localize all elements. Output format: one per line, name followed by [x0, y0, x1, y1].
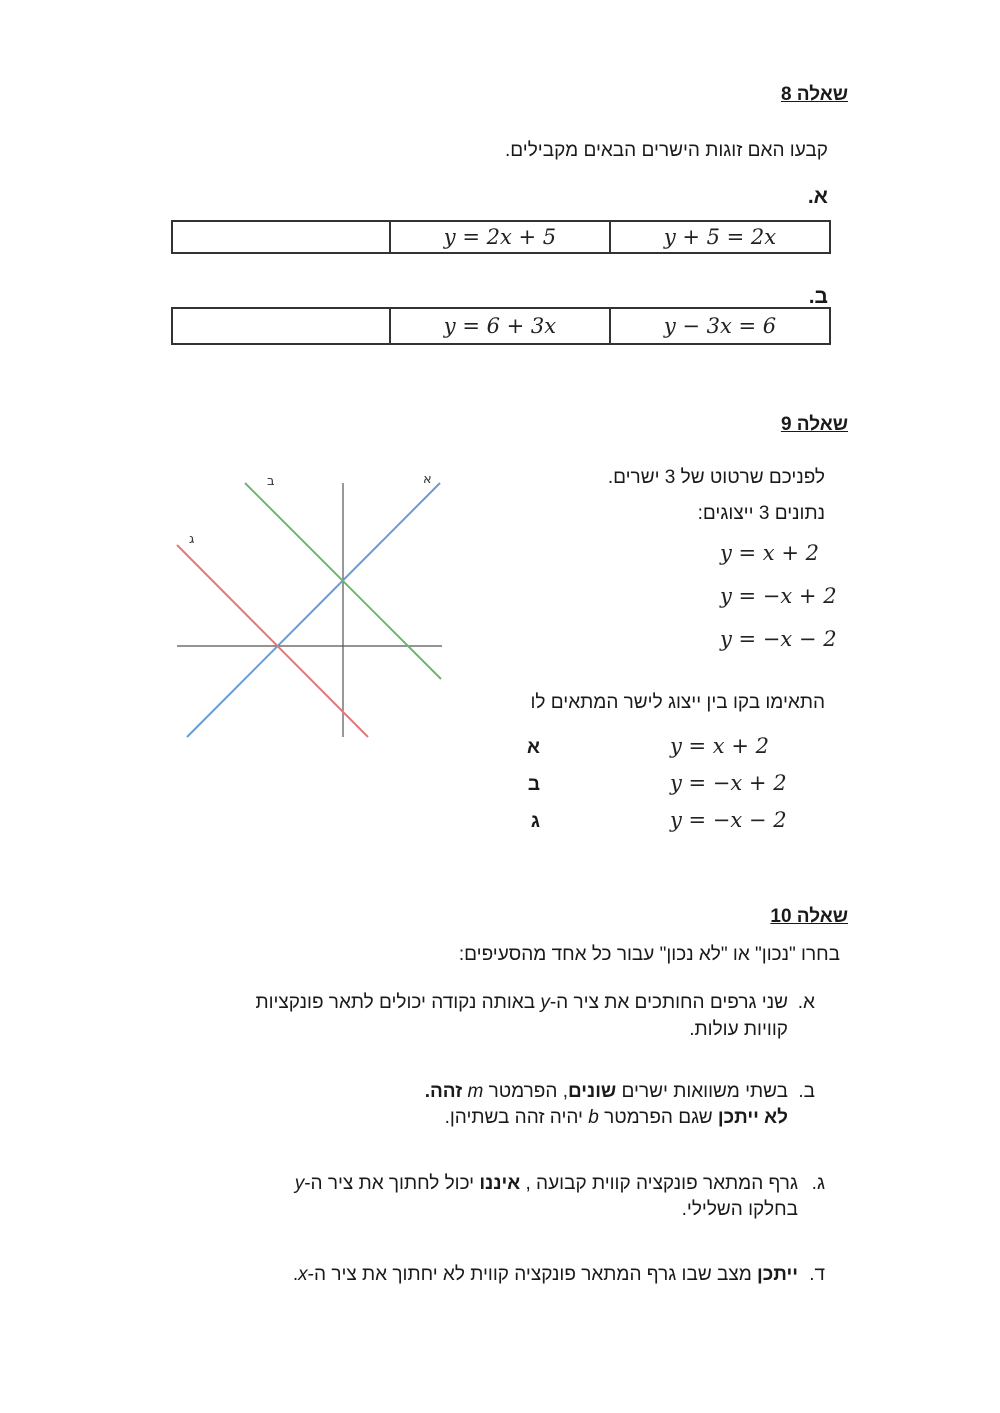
q10-item-b-line2: לא ייתכן שגם הפרמטר b יהיה זהה בשתיהן.	[444, 1107, 788, 1128]
q9-equation-1: y = x + 2	[720, 541, 819, 565]
q10-item-g-line2: בחלקו השלילי.	[681, 1199, 798, 1220]
q10-item-b-label: ב.	[798, 1081, 815, 1102]
line-a	[187, 483, 440, 737]
q8-part-a-table	[171, 220, 831, 254]
q10-item-g-line1: גרף המתאר פונקציה קווית קבועה , איננו יכול לחתוך את ציר ה-y	[294, 1173, 798, 1194]
line-g-label: ג	[189, 532, 195, 547]
q8-heading: שאלה 8	[780, 84, 848, 105]
line-a-label: א	[423, 472, 432, 487]
q8-part-a-label: א.	[807, 185, 828, 208]
q8-a-middle-eq: y = 2x + 5	[390, 221, 610, 253]
q8-b-answer-cell[interactable]	[172, 308, 390, 344]
line-g	[177, 545, 368, 737]
line-b-label: ב	[267, 474, 275, 489]
q10-item-a-line2: קוויות עולות.	[689, 1019, 788, 1040]
q8-part-b-label: ב.	[808, 285, 828, 308]
q9-equation-3: y = −x − 2	[720, 627, 837, 651]
q9-graph	[165, 465, 455, 750]
q10-item-a-line1: שני גרפים החותכים את ציר ה-y באותה נקודה יכולים לתאר פונקציות	[255, 992, 788, 1013]
q9-intro: לפניכם שרטוט של 3 ישרים.	[607, 467, 825, 488]
q9-match-equation-3[interactable]: y = −x − 2	[670, 808, 787, 832]
q10-heading: שאלה 10	[770, 906, 848, 927]
q9-equation-2: y = −x + 2	[720, 584, 837, 608]
q10-item-d-line1: ייתכן מצב שבו גרף המתאר פונקציה קווית לא יחתוך את ציר ה-x.	[292, 1264, 798, 1285]
q8-a-answer-cell[interactable]	[172, 221, 390, 253]
q9-match-letter-b[interactable]: ב	[527, 774, 540, 795]
q9-match-letter-a[interactable]: א	[527, 737, 540, 758]
q9-match-letter-g[interactable]: ג	[530, 811, 540, 832]
q9-given: נתונים 3 ייצוגים:	[697, 503, 825, 524]
q10-item-b-line1: בשתי משוואות ישרים שונים, הפרמטר m זהה.	[424, 1081, 788, 1102]
q8-part-b-table	[171, 307, 831, 345]
q10-instruction: בחרו "נכון" או "לא נכון" עבור כל אחד מהסעיפים:	[458, 944, 840, 965]
q10-item-a-label: א.	[797, 992, 815, 1013]
q9-match-equation-2[interactable]: y = −x + 2	[670, 771, 787, 795]
q9-heading: שאלה 9	[780, 414, 848, 435]
q10-item-d-label: ד.	[809, 1264, 825, 1285]
q8-b-middle-eq: y = 6 + 3x	[390, 308, 610, 344]
q8-b-right-eq: y − 3x = 6	[610, 308, 830, 344]
q9-match-equation-1[interactable]: y = x + 2	[670, 734, 769, 758]
q8-a-right-eq: y + 5 = 2x	[610, 221, 830, 253]
q8-instruction: קבעו האם זוגות הישרים הבאים מקבילים.	[505, 140, 828, 161]
q10-item-g-label: ג.	[811, 1173, 825, 1194]
q9-match-instruction: התאימו בקו בין ייצוג לישר המתאים לו	[530, 692, 825, 713]
